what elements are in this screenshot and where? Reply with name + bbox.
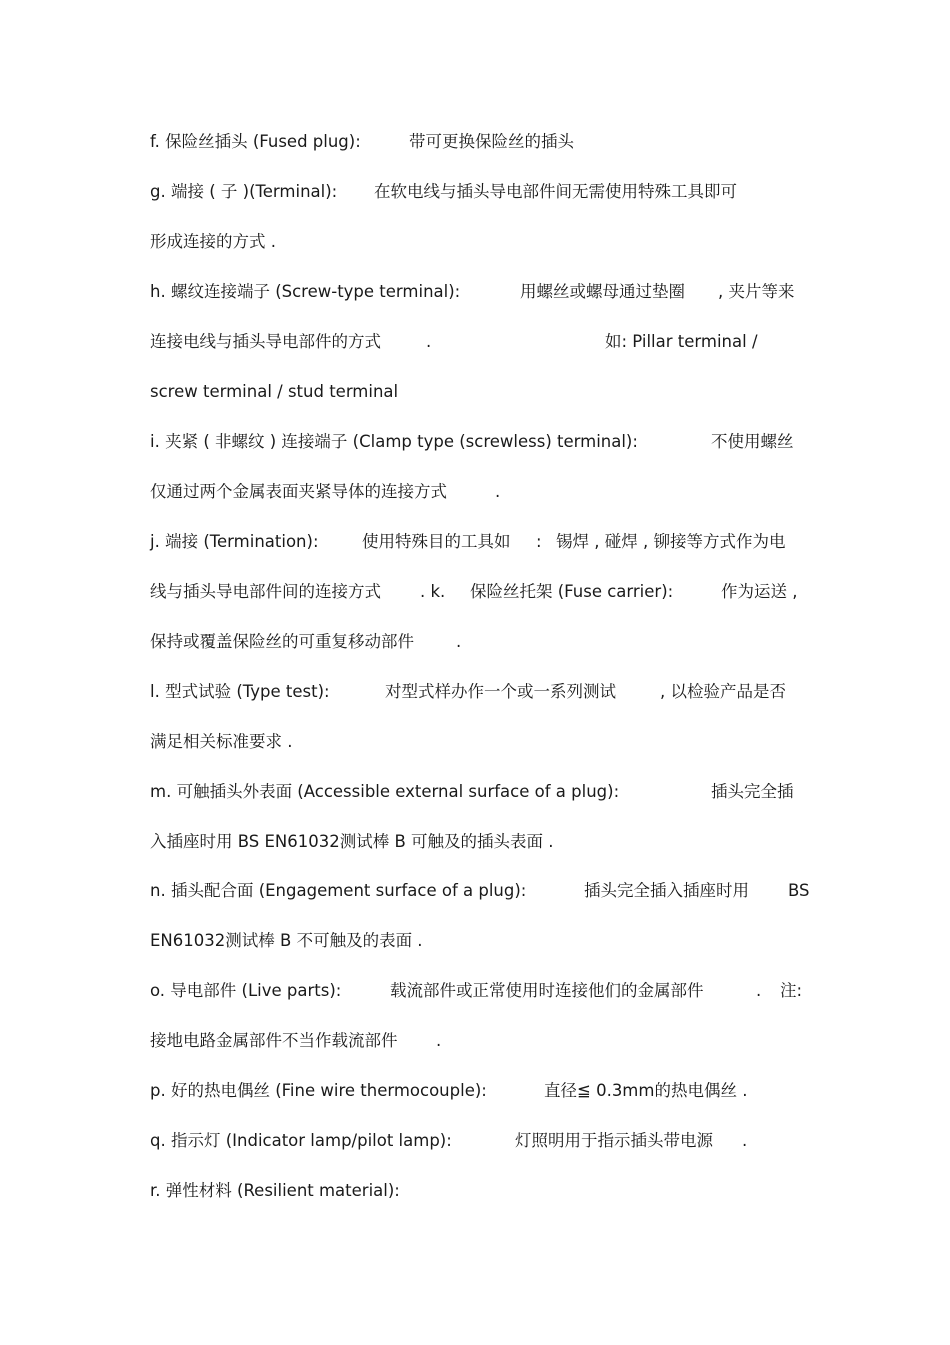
term-fused-plug: f. 保险丝插头 (Fused plug):: [150, 132, 361, 151]
definition-text: 线与插头导电部件间的连接方式: [150, 582, 381, 601]
term-clamp-type-terminal: i. 夹紧 ( 非螺纹 ) 连接端子 (Clamp type (screwless) terminal):: [150, 432, 638, 451]
term-fuse-carrier: 保险丝托架 (Fuse carrier):: [470, 582, 674, 601]
definition-text: 如: Pillar terminal /: [605, 332, 758, 351]
definition-text: 灯照明用于指示插头带电源: [515, 1131, 713, 1150]
definition-text: 保持或覆盖保险丝的可重复移动部件: [150, 632, 414, 651]
definition-text: EN61032测试棒 B 不可触及的表面 .: [150, 931, 423, 950]
definition-n-continued: [150, 927, 830, 955]
definition-m-continued: [150, 828, 830, 856]
definition-text: 插头完全插入插座时用: [584, 881, 749, 900]
definition-text: 用螺丝或螺母通过垫圈: [520, 282, 685, 301]
definition-r: [150, 1177, 830, 1205]
term-engagement-surface: n. 插头配合面 (Engagement surface of a plug):: [150, 881, 527, 900]
definition-text: 锡焊 , 碰焊 , 铆接等方式作为电: [556, 532, 786, 551]
definition-text: 仅通过两个金属表面夹紧导体的连接方式: [150, 482, 447, 501]
definition-text: 不使用螺丝: [711, 432, 794, 451]
definition-text: .: [756, 981, 762, 1000]
term-indicator-lamp: q. 指示灯 (Indicator lamp/pilot lamp):: [150, 1131, 452, 1150]
definition-text: .: [436, 1031, 442, 1050]
definition-text: screw terminal / stud terminal: [150, 382, 399, 401]
definition-l-continued: [150, 728, 830, 756]
definition-h-examples: [150, 378, 830, 406]
definition-h-continued: [150, 328, 830, 356]
definition-j: [150, 528, 830, 556]
term-termination: j. 端接 (Termination):: [150, 532, 319, 551]
definition-text: BS: [788, 881, 810, 900]
definition-l: [150, 678, 830, 706]
definition-k-continued: [150, 628, 830, 656]
definition-text: 对型式样办作一个或一系列测试: [385, 682, 616, 701]
definition-text: . k.: [420, 582, 446, 601]
term-resilient-material: r. 弹性材料 (Resilient material):: [150, 1181, 400, 1200]
term-fine-wire-thermocouple: p. 好的热电偶丝 (Fine wire thermocouple):: [150, 1081, 487, 1100]
definition-text: .: [456, 632, 462, 651]
definition-text: , 夹片等来: [718, 282, 795, 301]
definition-text: 入插座时用 BS EN61032测试棒 B 可触及的插头表面 .: [150, 832, 554, 851]
definition-i: [150, 428, 830, 456]
definition-m: [150, 778, 830, 806]
definition-text: 带可更换保险丝的插头: [409, 132, 574, 151]
definition-text: , 以检验产品是否: [660, 682, 786, 701]
definition-text: 在软电线与插头导电部件间无需使用特殊工具即可: [374, 182, 737, 201]
definition-o: [150, 977, 830, 1005]
definition-i-continued: [150, 478, 830, 506]
definition-q: [150, 1127, 830, 1155]
term-live-parts: o. 导电部件 (Live parts):: [150, 981, 342, 1000]
definition-text: 直径≦ 0.3mm的热电偶丝 .: [544, 1081, 748, 1100]
definition-text: 接地电路金属部件不当作载流部件: [150, 1031, 398, 1050]
definition-text: .: [426, 332, 432, 351]
definition-text: 满足相关标准要求 .: [150, 732, 293, 751]
note-label: 注:: [780, 981, 803, 1000]
definition-o-note: [150, 1027, 830, 1055]
definition-j-continued-k: [150, 578, 830, 606]
term-type-test: l. 型式试验 (Type test):: [150, 682, 330, 701]
term-terminal: g. 端接 ( 子 )(Terminal):: [150, 182, 338, 201]
definition-text: .: [742, 1131, 748, 1150]
definition-text: 形成连接的方式 .: [150, 232, 276, 251]
definition-text: 使用特殊目的工具如: [362, 532, 511, 551]
definition-text: 载流部件或正常使用时连接他们的金属部件: [390, 981, 704, 1000]
definition-g-continued: [150, 228, 830, 256]
definition-text: 连接电线与插头导电部件的方式: [150, 332, 381, 351]
term-accessible-external-surface: m. 可触插头外表面 (Accessible external surface of a plug):: [150, 782, 620, 801]
definition-g: [150, 178, 830, 206]
definition-text: 作为运送 ,: [721, 582, 798, 601]
term-screw-type-terminal: h. 螺纹连接端子 (Screw-type terminal):: [150, 282, 461, 301]
definition-text: 插头完全插: [711, 782, 794, 801]
definition-text: :: [536, 532, 542, 551]
definition-p: [150, 1077, 830, 1105]
definition-n: [150, 877, 830, 905]
definition-f: [150, 128, 830, 156]
definition-h: [150, 278, 830, 306]
definition-text: .: [495, 482, 501, 501]
